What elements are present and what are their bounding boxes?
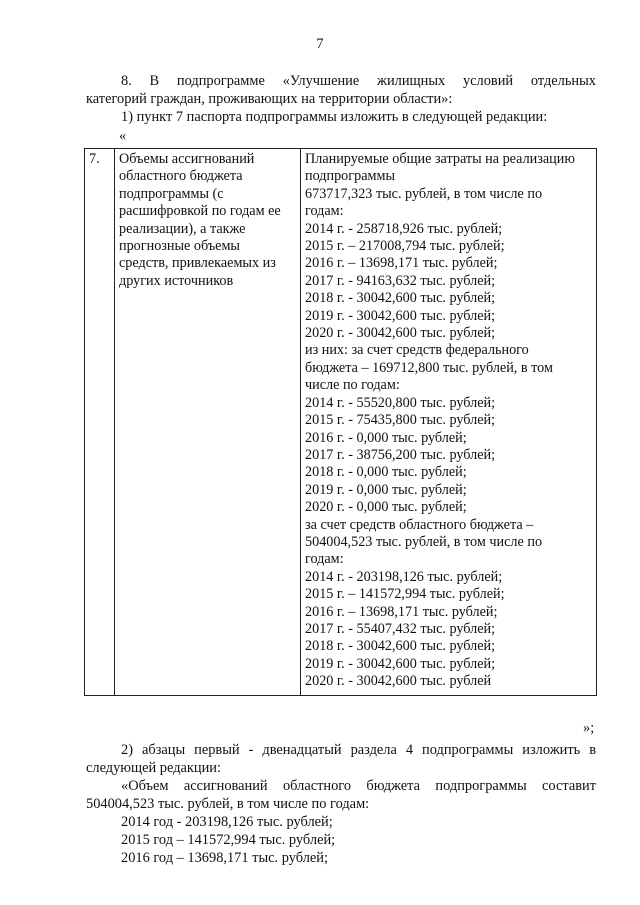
value-line: 2016 г. – 13698,171 тыс. рублей; <box>305 255 498 272</box>
value-line: годам: <box>305 551 344 568</box>
value-line: бюджета – 169712,800 тыс. рублей, в том <box>305 359 553 376</box>
value-line: 2016 г. - 0,000 тыс. рублей; <box>305 429 467 446</box>
year-line <box>86 832 596 849</box>
value-line: 2020 г. - 30042,600 тыс. рублей <box>305 673 492 690</box>
opening-quote: « <box>119 128 127 144</box>
quoted-paragraph <box>86 778 596 795</box>
item-1-paragraph <box>86 109 596 126</box>
value-line: 2019 г. - 30042,600 тыс. рублей; <box>305 307 496 324</box>
value-line: 2015 г. - 75435,800 тыс. рублей; <box>305 412 496 429</box>
value-line: 2014 г. - 55520,800 тыс. рублей; <box>305 394 496 411</box>
year-2015: 2015 год – 141572,994 тыс. рублей; <box>121 832 336 848</box>
value-line: 2020 г. - 0,000 тыс. рублей; <box>305 499 467 516</box>
quoted-paragraph-cont <box>86 796 596 813</box>
value-line: 673717,323 тыс. рублей, в том числе по <box>305 185 543 202</box>
value-line: подпрограммы <box>305 168 395 185</box>
year-line <box>86 814 596 831</box>
value-line: 2017 г. - 94163,632 тыс. рублей; <box>305 272 496 289</box>
section-8-heading <box>86 73 596 90</box>
passport-table <box>84 148 597 696</box>
year-2016: 2016 год – 13698,171 тыс. рублей; <box>121 850 328 866</box>
name-line: Объемы ассигнований <box>119 151 255 167</box>
closing-quote: »; <box>583 720 595 736</box>
table-row <box>85 149 597 696</box>
page-number: 7 <box>316 36 324 52</box>
value-line: 2015 г. – 217008,794 тыс. рублей; <box>305 238 505 255</box>
item-2-line-1: 2) абзацы первый - двенадцатый раздела 4 подпрограммы изложить в <box>121 742 596 758</box>
quoted-line-1: «Объем ассигнований областного бюджета подпрограммы составит <box>121 778 596 794</box>
value-line: 2018 г. - 30042,600 тыс. рублей; <box>305 290 496 307</box>
value-line: Планируемые общие затраты на реализацию <box>305 151 575 167</box>
name-line: реализации), а также <box>119 220 246 237</box>
row-number: 7. <box>89 151 100 167</box>
name-line: средств, привлекаемых из <box>119 255 276 272</box>
value-line: 2018 г. - 30042,600 тыс. рублей; <box>305 638 496 655</box>
value-line: 2016 г. – 13698,171 тыс. рублей; <box>305 603 498 620</box>
value-line: из них: за счет средств федерального <box>305 342 529 359</box>
name-line: других источников <box>119 272 234 289</box>
value-line: 2014 г. - 203198,126 тыс. рублей; <box>305 568 503 585</box>
section-8-line-1: 8. В подпрограмме «Улучшение жилищных условий отдельных <box>121 73 596 89</box>
row-name-cell <box>115 149 301 696</box>
row-number-cell <box>85 149 115 696</box>
row-value-cell <box>301 149 597 696</box>
value-line: 504004,523 тыс. рублей, в том числе по <box>305 533 543 550</box>
value-line: 2015 г. – 141572,994 тыс. рублей; <box>305 586 505 603</box>
value-line: 2014 г. - 258718,926 тыс. рублей; <box>305 220 503 237</box>
name-line: расшифровкой по годам ее <box>119 203 281 220</box>
section-8-line-2: категорий граждан, проживающих на территории области»: <box>86 91 453 107</box>
item-2-paragraph-cont <box>86 760 596 777</box>
item-2-line-2: следующей редакции: <box>86 760 221 776</box>
section-8-heading-cont <box>86 91 596 108</box>
quoted-line-2: 504004,523 тыс. рублей, в том числе по годам: <box>86 796 370 812</box>
value-line: 2020 г. - 30042,600 тыс. рублей; <box>305 325 496 342</box>
value-line: 2017 г. - 55407,432 тыс. рублей; <box>305 620 496 637</box>
value-line: 2017 г. - 38756,200 тыс. рублей; <box>305 446 496 463</box>
year-2014: 2014 год - 203198,126 тыс. рублей; <box>121 814 333 830</box>
value-line: годам: <box>305 203 344 220</box>
value-line: 2019 г. - 30042,600 тыс. рублей; <box>305 655 496 672</box>
value-line: за счет средств областного бюджета – <box>305 516 534 533</box>
value-line: 2018 г. - 0,000 тыс. рублей; <box>305 464 467 481</box>
year-line <box>86 850 596 867</box>
value-line: 2019 г. - 0,000 тыс. рублей; <box>305 481 467 498</box>
item-2-paragraph <box>86 742 596 759</box>
name-line: подпрограммы (с <box>119 185 224 202</box>
item-1-text: 1) пункт 7 паспорта подпрограммы изложить в следующей редакции: <box>121 109 548 125</box>
name-line: областного бюджета <box>119 168 243 185</box>
value-line: числе по годам: <box>305 377 400 394</box>
name-line: прогнозные объемы <box>119 238 240 255</box>
